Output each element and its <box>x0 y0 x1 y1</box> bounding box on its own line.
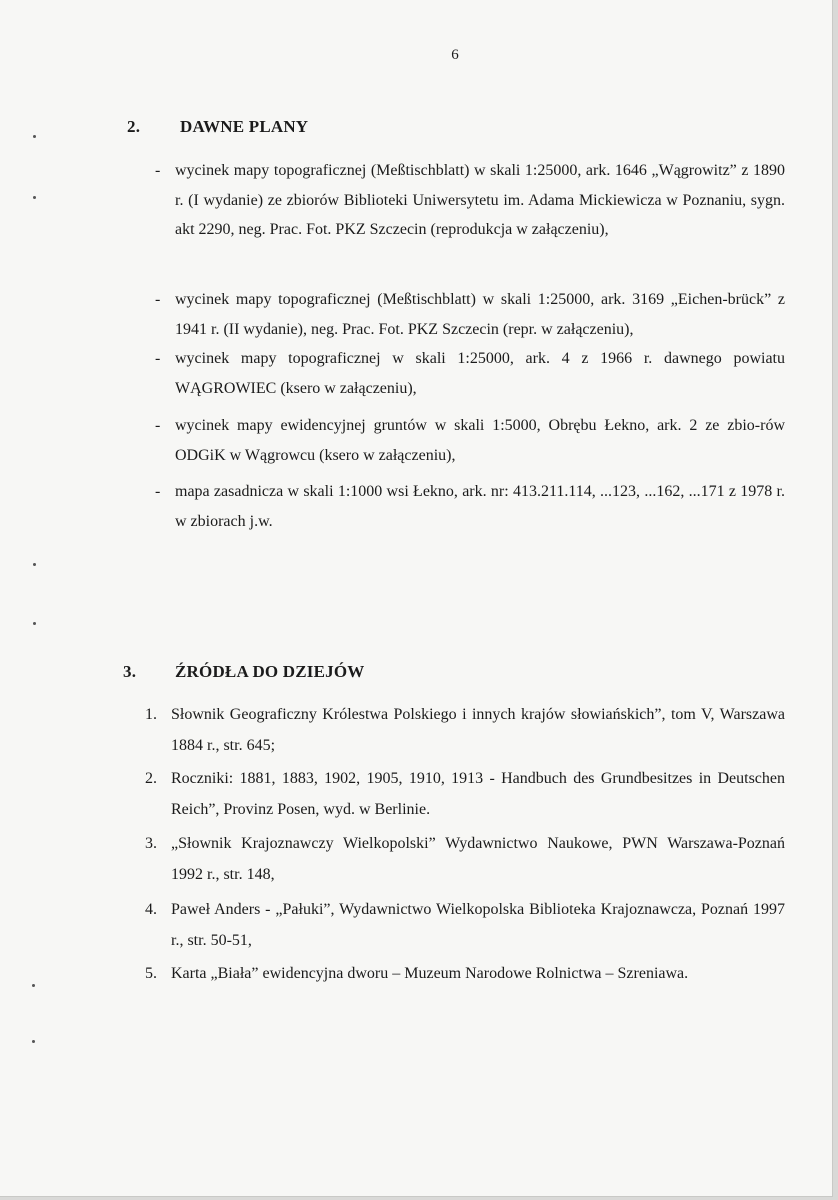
source-text: Roczniki: 1881, 1883, 1902, 1905, 1910, 1913 - Handbuch des Grundbesitzes in Deutschen Reich”, Provinz Posen, wyd. w Berlinie. <box>171 770 785 818</box>
scan-speck <box>33 563 36 566</box>
page-number: 6 <box>451 47 459 63</box>
source-number: 4. <box>145 901 157 918</box>
source-item <box>145 828 785 890</box>
section-title: ŹRÓDŁA DO DZIEJÓW <box>175 662 365 681</box>
plan-item: - wycinek mapy topograficznej (Meßtischblatt) w skali 1:25000, ark. 3169 „Eichen-brück” z 1941 r. (II wydanie), neg. Prac. Fot. PKZ Szczecin (repr. w załączeniu), <box>155 285 785 344</box>
plan-item: - mapa zasadnicza w skali 1:1000 wsi Łekno, ark. nr: 413.211.114, ...123, ...162, ...171 z 1978 r. w zbiorach j.w. <box>155 477 785 536</box>
plan-item-text: wycinek mapy topograficznej w skali 1:25000, ark. 4 z 1966 r. dawnego powiatu WĄGROWIEC (ksero w załączeniu), <box>175 350 785 397</box>
plan-item-text: wycinek mapy topograficznej (Meßtischblatt) w skali 1:25000, ark. 1646 „Wągrowitz” z 1890 r. (I wydanie) ze zbiorów Biblioteki Uniwersytetu im. Adama Mickiewicza w Poznaniu, sygn. akt 2290, neg. Prac. Fot. PKZ Szczecin (reprodukcja w załączeniu), <box>175 162 785 238</box>
source-number: 1. <box>145 706 157 723</box>
source-item <box>145 699 785 761</box>
plan-item: - wycinek mapy topograficznej w skali 1:25000, ark. 4 z 1966 r. dawnego powiatu WĄGROWIEC (ksero w załączeniu), <box>155 344 785 403</box>
scan-speck <box>32 1040 35 1043</box>
source-text: Słownik Geograficzny Królestwa Polskiego i innych krajów słowiańskich”, tom V, Warszawa 1884 r., str. 645; <box>171 706 785 754</box>
source-number: 3. <box>145 835 157 852</box>
source-text: Paweł Anders - „Pałuki”, Wydawnictwo Wielkopolska Biblioteka Krajoznawcza, Poznań 1997 r., str. 50-51, <box>171 901 785 949</box>
section-title: DAWNE PLANY <box>180 117 309 136</box>
scan-speck <box>33 196 36 199</box>
source-text: Karta „Biała” ewidencyjna dworu – Muzeum Narodowe Rolnictwa – Szreniawa. <box>171 965 689 982</box>
source-text: „Słownik Krajoznawczy Wielkopolski” Wydawnictwo Naukowe, PWN Warszawa-Poznań 1992 r., str. 148, <box>171 835 785 883</box>
source-item <box>145 894 785 956</box>
section-number: 3. <box>123 662 137 681</box>
scan-speck <box>33 135 36 138</box>
source-number: 5. <box>145 965 157 982</box>
plan-item-text: mapa zasadnicza w skali 1:1000 wsi Łekno, ark. nr: 413.211.114, ...123, ...162, ...171 z 1978 r. w zbiorach j.w. <box>175 483 785 530</box>
source-item <box>145 958 785 989</box>
source-number: 2. <box>145 770 157 787</box>
plan-item-text: wycinek mapy topograficznej (Meßtischblatt) w skali 1:25000, ark. 3169 „Eichen-brück” z 1941 r. (II wydanie), neg. Prac. Fot. PKZ Szczecin (repr. w załączeniu), <box>175 291 785 338</box>
section-number: 2. <box>127 117 141 136</box>
plan-item-text: wycinek mapy ewidencyjnej gruntów w skali 1:5000, Obrębu Łekno, ark. 2 ze zbio-rów ODGiK w Wągrowcu (ksero w załączeniu), <box>175 417 785 464</box>
source-item <box>145 763 785 825</box>
scan-speck <box>33 622 36 625</box>
scan-speck <box>32 984 35 987</box>
plan-item: - wycinek mapy ewidencyjnej gruntów w skali 1:5000, Obrębu Łekno, ark. 2 ze zbio-rów ODGiK w Wągrowcu (ksero w załączeniu), <box>155 411 785 470</box>
plan-item: - wycinek mapy topograficznej (Meßtischblatt) w skali 1:25000, ark. 1646 „Wągrowitz” z 1890 r. (I wydanie) ze zbiorów Biblioteki Uniwersytetu im. Adama Mickiewicza w Poznaniu, sygn. akt 2290, neg. Prac. Fot. PKZ Szczecin (reprodukcja w załączeniu), <box>155 156 785 245</box>
